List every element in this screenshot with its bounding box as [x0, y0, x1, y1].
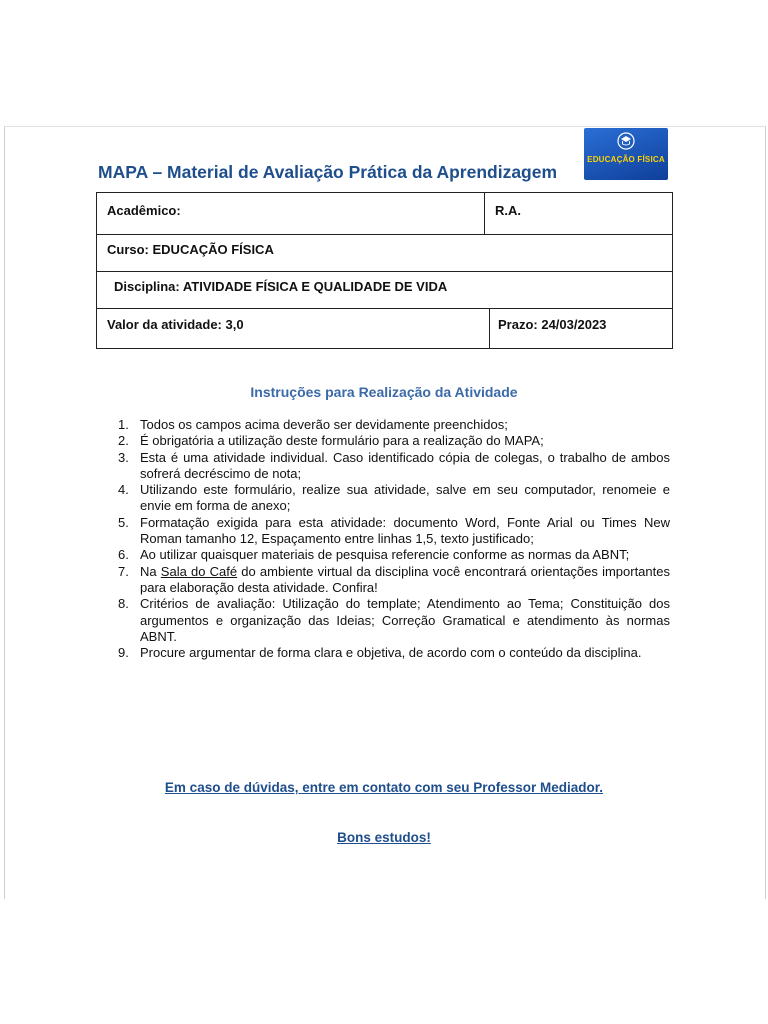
list-item: 5. Formatação exigida para esta atividade: documento Word, Fonte Arial ou Times New Roman tamanho 12, Espaçamento entre linhas 1,5, texto justificado; [118, 514, 670, 547]
course-logo-badge [584, 128, 668, 180]
list-item: 1. Todos os campos acima deverão ser devidamente preenchidos; [118, 417, 508, 432]
farewell-note: Bons estudos! [337, 830, 431, 845]
sala-do-cafe-link[interactable]: Sala do Café [160, 563, 238, 579]
instructions-list [118, 417, 670, 661]
table-divider [489, 308, 490, 348]
curso-label: Curso: EDUCAÇÃO FÍSICA [107, 242, 274, 257]
table-divider [97, 234, 672, 235]
table-divider [97, 271, 672, 272]
ra-label: R.A. [495, 203, 521, 218]
disciplina-label: Disciplina: ATIVIDADE FÍSICA E QUALIDADE DE VIDA [114, 279, 448, 294]
instructions-title: Instruções para Realização da Atividade [250, 384, 518, 400]
list-item: 7. Na Sala do Café do ambiente virtual da disciplina você encontrará orientações importantes para elaboração desta atividade. Confira! [118, 563, 670, 595]
list-item: 8. Critérios de avaliação: Utilização do template; Atendimento ao Tema; Constituição dos argumentos e organização das Ideias; Correção Gramatical e atendimento às normas ABNT. [118, 596, 670, 644]
list-item: 6. Ao utilizar quaisquer materiais de pesquisa referencie conforme as normas da ABNT; [118, 547, 630, 563]
list-item: 2. É obrigatória a utilização deste formulário para a realização do MAPA; [118, 433, 544, 449]
contact-note: Em caso de dúvidas, entre em contato com seu Professor Mediador. [164, 780, 604, 795]
list-item: 3. Esta é uma atividade individual. Caso identificado cópia de colegas, o trabalho de ambos sofrerá decréscimo de nota; [118, 449, 670, 481]
list-item: 9. Procure argumentar de forma clara e objetiva, de acordo com o conteúdo da disciplina. [118, 645, 642, 661]
document-title: MAPA – Material de Avaliação Prática da Aprendizagem [98, 162, 558, 182]
table-divider [484, 193, 485, 234]
academico-label: Acadêmico: [107, 203, 181, 218]
academic-crest-icon [615, 132, 637, 152]
badge-label: EDUCAÇÃO FÍSICA [587, 155, 665, 164]
list-item: 4. Utilizando este formulário, realize sua atividade, salve em seu computador, renomeie e envie em forma de anexo; [118, 482, 670, 514]
info-table [96, 192, 673, 349]
valor-label: Valor da atividade: 3,0 [107, 317, 244, 332]
prazo-label: Prazo: 24/03/2023 [498, 317, 607, 332]
table-divider [97, 308, 672, 309]
